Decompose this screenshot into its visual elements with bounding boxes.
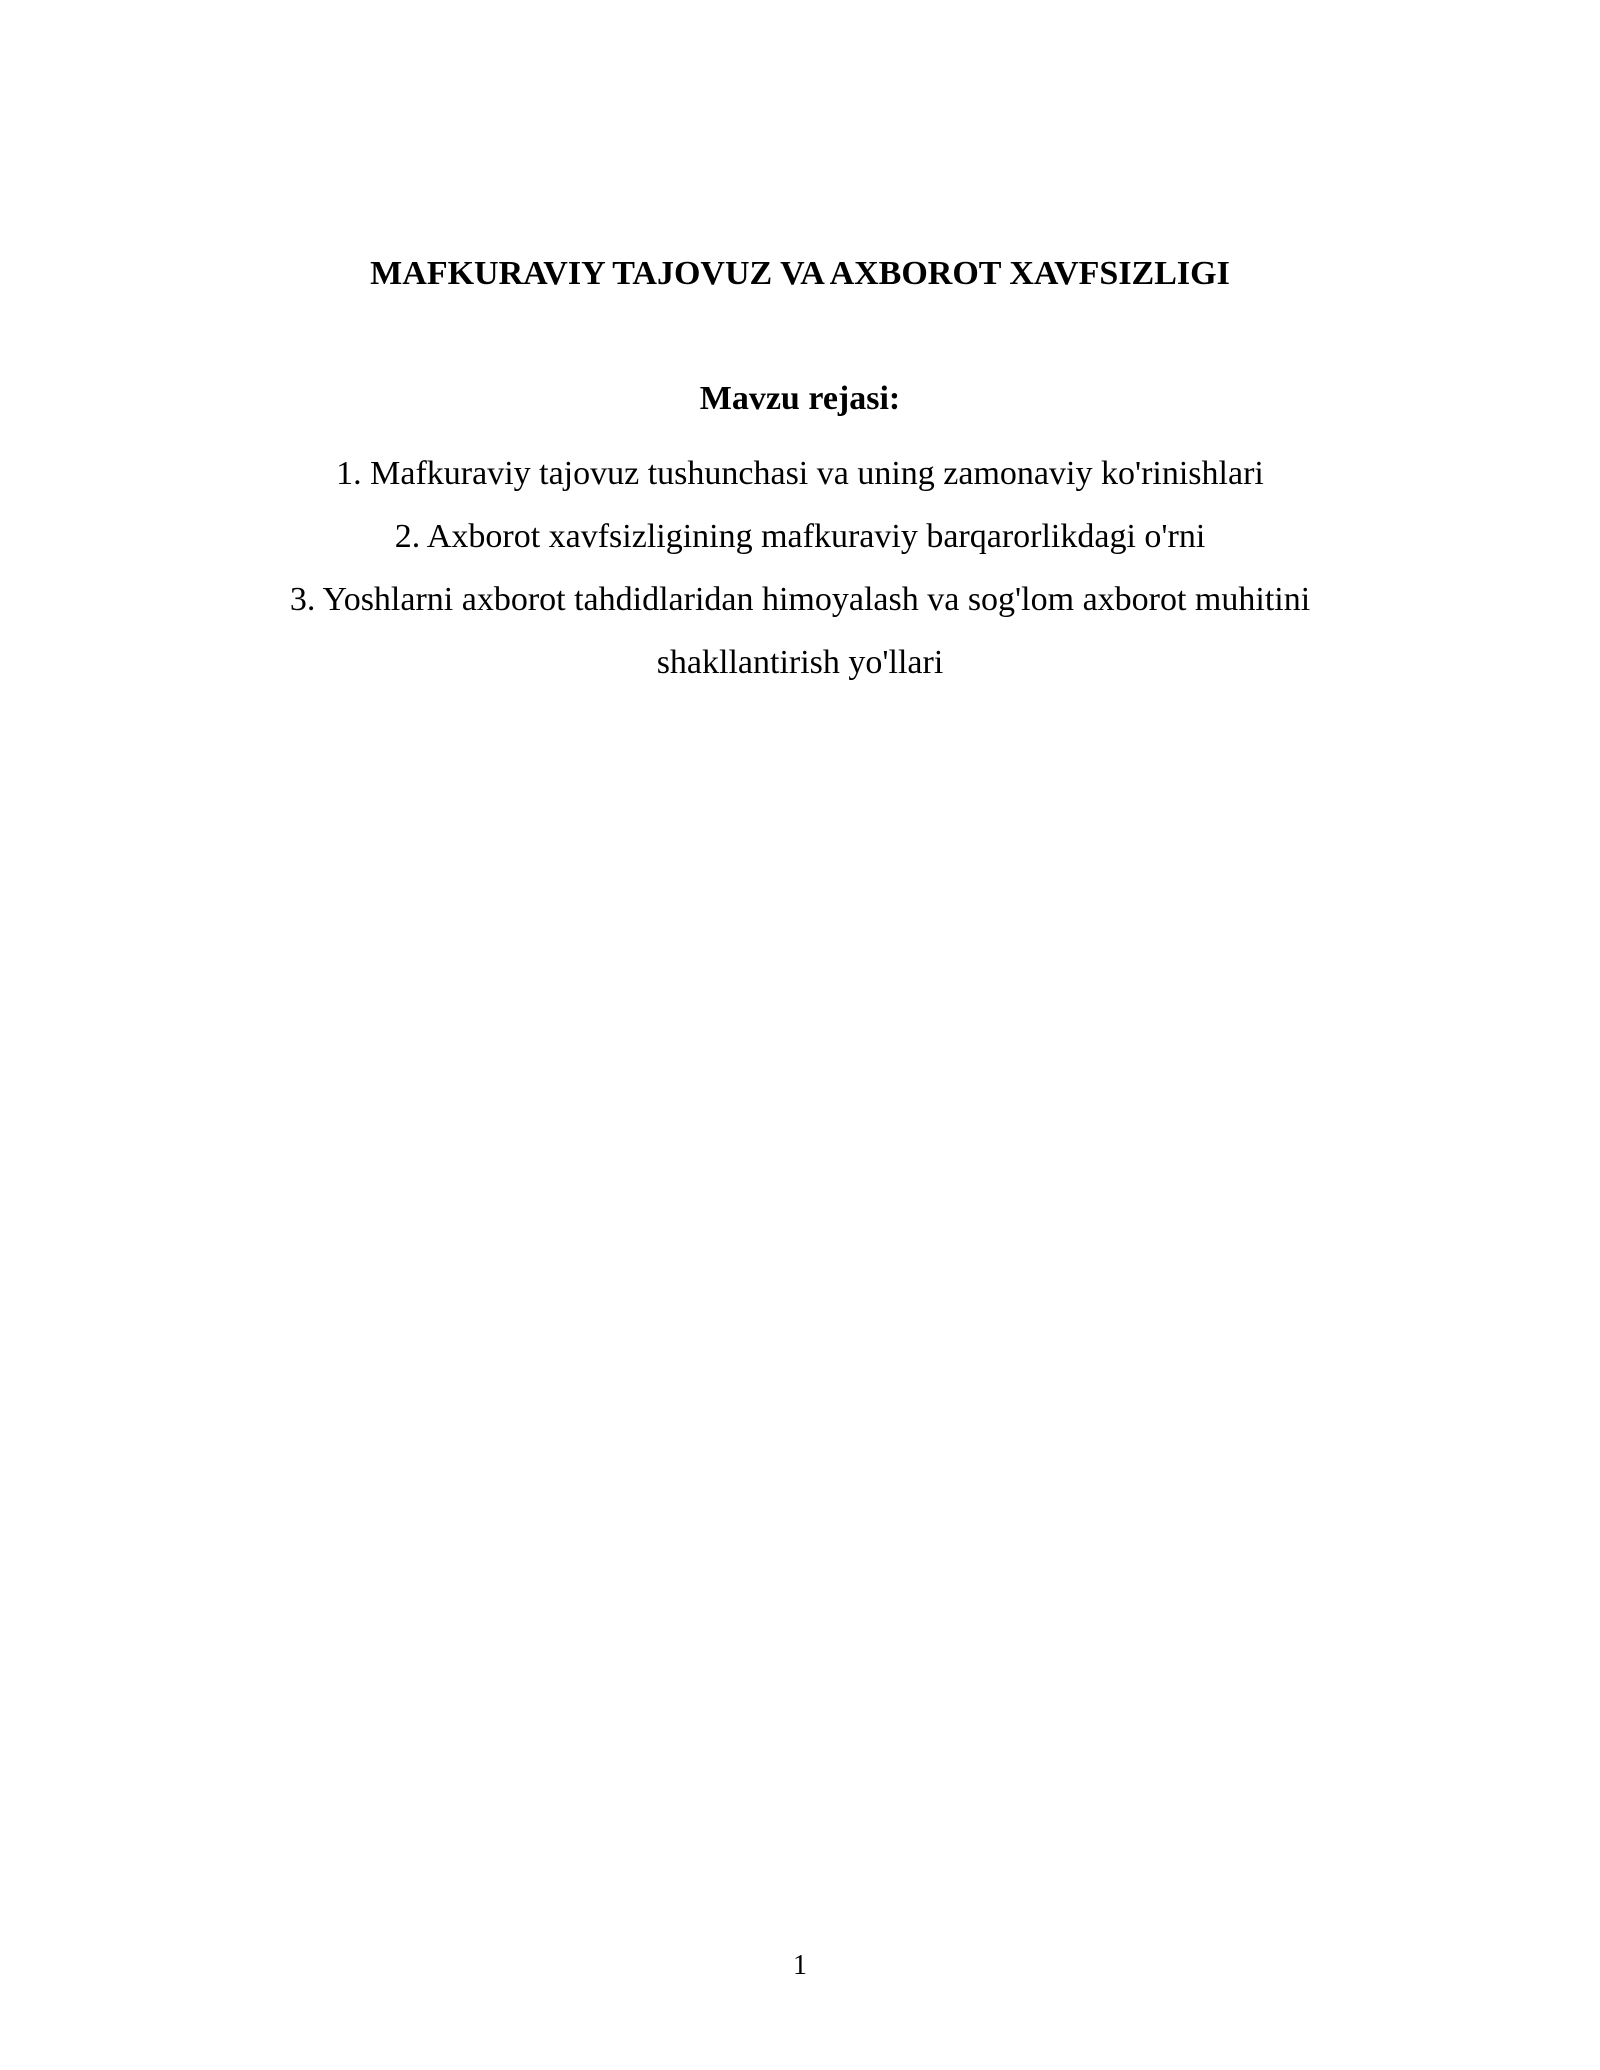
page-number: 1 (793, 1950, 807, 1981)
plan-item: 3. Yoshlarni axborot tahdidlaridan himoyalash va sog'lom axborot muhitini shakllantirish yo'llari (289, 581, 1311, 681)
plan-item: 1. Mafkuraviy tajovuz tushunchasi va uning zamonaviy ko'rinishlari (336, 455, 1264, 492)
plan-heading: Mavzu rejasi: (699, 380, 901, 417)
plan-list (220, 442, 1380, 694)
document-title: MAFKURAVIY TAJOVUZ VA AXBOROT XAVFSIZLIGI (370, 255, 1230, 292)
plan-item: 2. Axborot xavfsizligining mafkuraviy barqarorlikdagi o'rni (394, 518, 1206, 555)
